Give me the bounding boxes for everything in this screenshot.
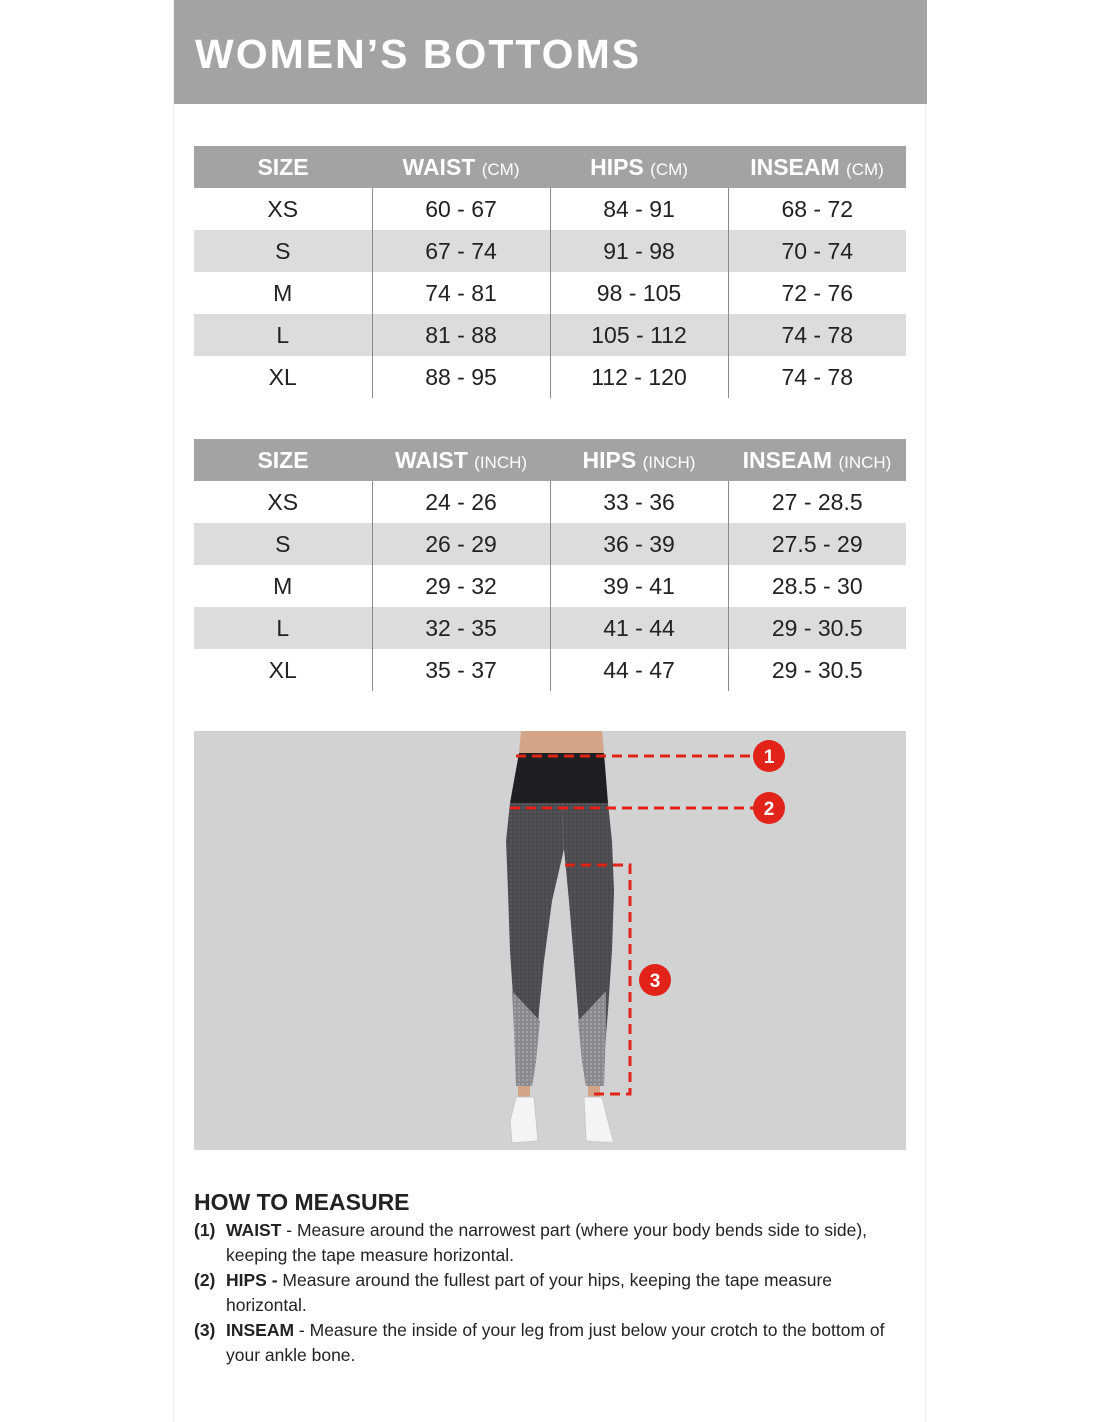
item-number: (2) (194, 1270, 216, 1290)
cell-size: L (194, 314, 372, 356)
cell-size: S (194, 523, 372, 565)
item-term: INSEAM (226, 1320, 295, 1340)
cell-hips: 33 - 36 (550, 481, 728, 523)
table-row (194, 230, 906, 272)
cell-size: XS (267, 488, 299, 515)
svg-text:3: 3 (649, 971, 661, 992)
svg-text:1: 1 (763, 747, 775, 768)
table-row (194, 607, 906, 649)
table-row (194, 188, 906, 230)
item-text: - Measure around the narrowest part (where your body bends side to side), keeping the tape measure horizontal. (226, 1220, 868, 1265)
page-title: WOMEN’S BOTTOMS (195, 31, 642, 77)
cell-hips: 98 - 105 (550, 272, 728, 314)
left-shoe (510, 1097, 538, 1143)
cell-waist: 60 - 67 (372, 188, 550, 230)
cell-hips: 36 - 39 (550, 523, 728, 565)
cell-inseam: 72 - 76 (728, 272, 906, 314)
cell-waist: 24 - 26 (372, 481, 550, 523)
cell-waist: 81 - 88 (372, 314, 550, 356)
cell-waist: 35 - 37 (372, 649, 550, 691)
table-row (194, 565, 906, 607)
svg-text:2: 2 (763, 799, 775, 820)
cell-hips: 91 - 98 (550, 230, 728, 272)
cell-inseam: 74 - 78 (728, 314, 906, 356)
item-term: HIPS - (226, 1270, 278, 1290)
size-table-inch (194, 439, 906, 691)
hips-marker (753, 792, 785, 824)
cell-inseam: 29 - 30.5 (728, 607, 906, 649)
header-hips: HIPS (INCH) (550, 439, 728, 481)
cell-size: M (273, 572, 293, 599)
cell-inseam: 28.5 - 30 (728, 565, 906, 607)
cell-waist: 88 - 95 (372, 356, 550, 398)
size-table-cm (194, 146, 906, 398)
how-to-measure-heading: HOW TO MEASURE (194, 1189, 410, 1215)
waistband (510, 753, 608, 803)
header-waist: WAIST (INCH) (372, 439, 550, 481)
list-item (194, 1268, 909, 1318)
table-row (194, 314, 906, 356)
cell-inseam: 74 - 78 (728, 356, 906, 398)
item-text: - Measure the inside of your leg from just below your crotch to the bottom of your ankle bone. (226, 1320, 885, 1365)
size-chart-card (173, 0, 926, 1422)
title-banner (174, 0, 927, 104)
header-inseam: INSEAM (INCH) (728, 439, 906, 481)
cell-inseam: 68 - 72 (728, 188, 906, 230)
cell-waist: 29 - 32 (372, 565, 550, 607)
item-text: Measure around the fullest part of your hips, keeping the tape measure horizontal. (226, 1270, 833, 1315)
cell-hips: 112 - 120 (550, 356, 728, 398)
how-to-measure-section (194, 1188, 909, 1368)
cell-size: XS (267, 195, 299, 222)
item-term: WAIST (226, 1220, 282, 1240)
cell-inseam: 29 - 30.5 (728, 649, 906, 691)
table-row (194, 481, 906, 523)
table-header-row (194, 146, 906, 188)
cell-inseam: 70 - 74 (728, 230, 906, 272)
item-number: (1) (194, 1220, 216, 1240)
cell-size: XL (268, 656, 297, 683)
cell-hips: 39 - 41 (550, 565, 728, 607)
list-item (194, 1218, 909, 1268)
measurement-diagram (194, 731, 906, 1150)
header-waist: WAIST (CM) (372, 146, 550, 188)
cell-size: L (194, 607, 372, 649)
waist-marker (753, 740, 785, 772)
cell-hips: 44 - 47 (550, 649, 728, 691)
cell-waist: 74 - 81 (372, 272, 550, 314)
cell-size: XL (268, 363, 297, 390)
table-row (194, 523, 906, 565)
cell-hips: 41 - 44 (550, 607, 728, 649)
cell-waist: 32 - 35 (372, 607, 550, 649)
cell-waist: 26 - 29 (372, 523, 550, 565)
header-inseam: INSEAM (CM) (728, 146, 906, 188)
table-row (194, 649, 906, 691)
table-row (194, 272, 906, 314)
cell-hips: 84 - 91 (550, 188, 728, 230)
cell-hips: 105 - 112 (550, 314, 728, 356)
item-number: (3) (194, 1320, 216, 1340)
header-size: SIZE (194, 146, 372, 188)
cell-waist: 67 - 74 (372, 230, 550, 272)
header-hips: HIPS (CM) (550, 146, 728, 188)
cell-inseam: 27 - 28.5 (728, 481, 906, 523)
table-header-row (194, 439, 906, 481)
leggings-model-image (194, 731, 906, 1150)
right-shoe (584, 1097, 614, 1143)
table-row (194, 356, 906, 398)
how-to-measure-list (194, 1218, 909, 1368)
inseam-marker (639, 964, 671, 996)
cell-size: S (194, 230, 372, 272)
cell-size: M (273, 279, 293, 306)
header-size: SIZE (194, 439, 372, 481)
torso-skin (519, 731, 604, 753)
list-item (194, 1318, 909, 1368)
cell-inseam: 27.5 - 29 (728, 523, 906, 565)
